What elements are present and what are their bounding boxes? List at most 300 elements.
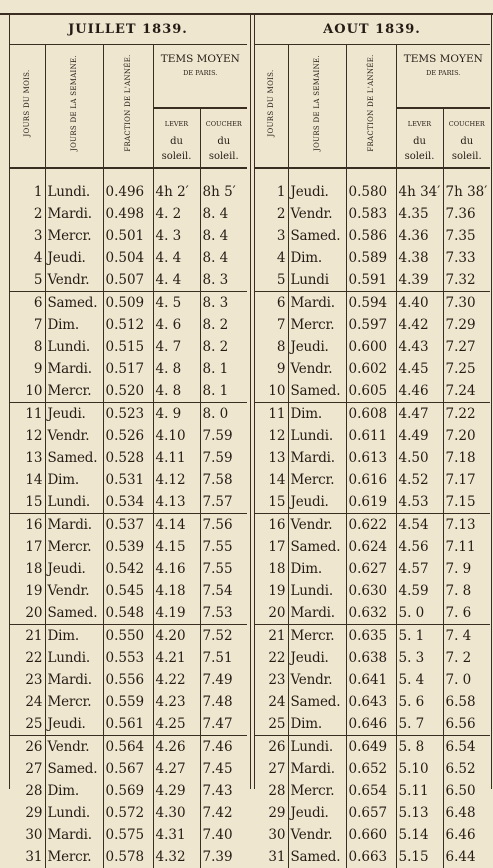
year-fraction: 0.528: [103, 447, 153, 469]
day-group: [254, 292, 490, 403]
month-title: JUILLET 1839.: [9, 14, 247, 45]
year-fraction: 0.572: [103, 802, 153, 824]
sunrise-time: 4.50: [396, 447, 443, 469]
day-number: 11: [9, 403, 45, 426]
table-row: [9, 292, 247, 315]
table-row: [9, 824, 247, 846]
table-row: [9, 358, 247, 380]
weekday: Dim.: [45, 314, 103, 336]
weekday: Lundi.: [45, 491, 103, 514]
sunrise-time: 4.32: [153, 846, 200, 868]
day-number: 17: [9, 536, 45, 558]
table-row: [254, 425, 490, 447]
sunrise-time: 5.13: [396, 802, 443, 824]
day-number: 6: [254, 292, 288, 315]
day-number: 3: [254, 225, 288, 247]
weekday: Vendr.: [288, 514, 346, 537]
sunset-time: 7.24: [443, 380, 490, 403]
weekday: Dim.: [45, 780, 103, 802]
sunrise-time: 4. 8: [153, 358, 200, 380]
table-row: [254, 514, 490, 537]
year-fraction: 0.569: [103, 780, 153, 802]
year-fraction: 0.556: [103, 669, 153, 691]
weekday: Mercr.: [288, 469, 346, 491]
table-row: [9, 713, 247, 736]
table-row: [254, 358, 490, 380]
year-fraction: 0.643: [346, 691, 396, 713]
year-fraction: 0.515: [103, 336, 153, 358]
day-number: 20: [254, 602, 288, 625]
sunset-time: 7. 0: [443, 669, 490, 691]
day-number: 24: [254, 691, 288, 713]
table-row: [254, 447, 490, 469]
day-group: [254, 181, 490, 292]
day-number: 12: [9, 425, 45, 447]
year-fraction: 0.496: [103, 181, 153, 203]
sunrise-time: 5. 0: [396, 602, 443, 625]
day-number: 23: [9, 669, 45, 691]
year-fraction: 0.523: [103, 403, 153, 426]
day-group: [254, 514, 490, 625]
sunrise-time: 4.14: [153, 514, 200, 537]
sunset-time: 6.48: [443, 802, 490, 824]
sunrise-time: 5.11: [396, 780, 443, 802]
sunrise-time: 4.12: [153, 469, 200, 491]
year-fraction: 0.602: [346, 358, 396, 380]
year-fraction: 0.635: [346, 625, 396, 648]
year-fraction: 0.583: [346, 203, 396, 225]
year-fraction: 0.616: [346, 469, 396, 491]
sunset-time: 7.32: [443, 269, 490, 292]
year-fraction: 0.517: [103, 358, 153, 380]
sunrise-time: 4.56: [396, 536, 443, 558]
col-header-coucher: COUCHER du soleil.: [200, 108, 247, 168]
weekday: Mercr.: [45, 536, 103, 558]
table-row: [9, 647, 247, 669]
table-row: [9, 491, 247, 514]
year-fraction: 0.498: [103, 203, 153, 225]
weekday: Vendr.: [288, 669, 346, 691]
table-row: [254, 292, 490, 315]
sunrise-time: 4.45: [396, 358, 443, 380]
day-group: [9, 403, 247, 514]
year-fraction: 0.537: [103, 514, 153, 537]
day-number: 1: [254, 181, 288, 203]
sunrise-time: 4.10: [153, 425, 200, 447]
weekday: Samed.: [45, 447, 103, 469]
table-row: [9, 447, 247, 469]
day-number: 28: [254, 780, 288, 802]
sunrise-time: 4.49: [396, 425, 443, 447]
col-header-coucher: COUCHER du soleil.: [443, 108, 490, 168]
table-row: [254, 403, 490, 426]
weekday: Mercr.: [288, 314, 346, 336]
sunrise-time: 4. 4: [153, 247, 200, 269]
table-row: [254, 669, 490, 691]
day-number: 30: [254, 824, 288, 846]
day-group: [254, 625, 490, 736]
table-row: [9, 247, 247, 269]
year-fraction: 0.504: [103, 247, 153, 269]
day-number: 2: [254, 203, 288, 225]
weekday: Dim.: [45, 625, 103, 648]
year-fraction: 0.591: [346, 269, 396, 292]
table-row: [9, 691, 247, 713]
sunset-time: 7.54: [200, 580, 247, 602]
weekday: Mercr.: [288, 625, 346, 648]
weekday: Dim.: [45, 469, 103, 491]
sunrise-time: 4.54: [396, 514, 443, 537]
table-row: [254, 181, 490, 203]
day-group: [254, 403, 490, 514]
sunset-time: 7.42: [200, 802, 247, 824]
weekday: Mardi.: [45, 358, 103, 380]
weekday: Mardi.: [288, 758, 346, 780]
table-row: [9, 846, 247, 868]
day-number: 16: [9, 514, 45, 537]
sunrise-time: 5. 6: [396, 691, 443, 713]
day-number: 9: [9, 358, 45, 380]
table-row: [9, 181, 247, 203]
sunset-time: 6.56: [443, 713, 490, 736]
day-number: 21: [254, 625, 288, 648]
weekday: Samed.: [45, 602, 103, 625]
weekday: Lundi.: [288, 425, 346, 447]
year-fraction: 0.526: [103, 425, 153, 447]
sunset-time: 7.22: [443, 403, 490, 426]
month-title: AOUT 1839.: [254, 14, 490, 45]
weekday: Jeudi.: [45, 713, 103, 736]
year-fraction: 0.553: [103, 647, 153, 669]
table-row: [9, 736, 247, 759]
sunset-time: 7.55: [200, 558, 247, 580]
table-row: [9, 269, 247, 292]
weekday: Mardi.: [45, 824, 103, 846]
day-group: [254, 736, 490, 868]
table-row: [254, 736, 490, 759]
year-fraction: 0.507: [103, 269, 153, 292]
table-row: [9, 780, 247, 802]
month-table-aout: [254, 13, 490, 868]
table-row: [254, 558, 490, 580]
sunset-time: 7.13: [443, 514, 490, 537]
sunrise-time: 4.59: [396, 580, 443, 602]
sunrise-time: 4.40: [396, 292, 443, 315]
table-row: [254, 469, 490, 491]
day-number: 15: [254, 491, 288, 514]
day-number: 15: [9, 491, 45, 514]
sunrise-time: 4.13: [153, 491, 200, 514]
year-fraction: 0.531: [103, 469, 153, 491]
year-fraction: 0.608: [346, 403, 396, 426]
sunrise-time: 4.31: [153, 824, 200, 846]
sunset-time: 7.36: [443, 203, 490, 225]
sunset-time: 6.50: [443, 780, 490, 802]
sunrise-time: 4.27: [153, 758, 200, 780]
weekday: Vendr.: [45, 580, 103, 602]
sunrise-time: 4.11: [153, 447, 200, 469]
sunset-time: 7.57: [200, 491, 247, 514]
sunrise-time: 5. 3: [396, 647, 443, 669]
year-fraction: 0.605: [346, 380, 396, 403]
table-row: [9, 203, 247, 225]
weekday: Mardi.: [288, 447, 346, 469]
day-number: 7: [9, 314, 45, 336]
year-fraction: 0.589: [346, 247, 396, 269]
sunset-time: 7.58: [200, 469, 247, 491]
table-row: [254, 713, 490, 736]
sunset-time: 7. 8: [443, 580, 490, 602]
table-row: [254, 225, 490, 247]
day-number: 25: [9, 713, 45, 736]
day-number: 3: [9, 225, 45, 247]
day-group: [9, 292, 247, 403]
weekday: Mercr.: [45, 225, 103, 247]
sunset-time: 8. 1: [200, 380, 247, 403]
table-row: [9, 314, 247, 336]
sunrise-time: 4.53: [396, 491, 443, 514]
weekday: Vendr.: [288, 824, 346, 846]
table-row: [9, 580, 247, 602]
sunset-time: 7.29: [443, 314, 490, 336]
sunrise-time: 4.26: [153, 736, 200, 759]
weekday: Vendr.: [45, 736, 103, 759]
day-number: 22: [254, 647, 288, 669]
day-number: 7: [254, 314, 288, 336]
sunset-time: 6.58: [443, 691, 490, 713]
sunrise-time: 5. 1: [396, 625, 443, 648]
year-fraction: 0.641: [346, 669, 396, 691]
sunrise-time: 4.29: [153, 780, 200, 802]
year-fraction: 0.520: [103, 380, 153, 403]
year-fraction: 0.534: [103, 491, 153, 514]
day-number: 12: [254, 425, 288, 447]
day-number: 5: [9, 269, 45, 292]
sunset-time: 7.51: [200, 647, 247, 669]
day-number: 31: [254, 846, 288, 868]
sunset-time: 7.45: [200, 758, 247, 780]
sunset-time: 7.35: [443, 225, 490, 247]
weekday: Lundi.: [45, 181, 103, 203]
weekday: Samed.: [288, 691, 346, 713]
sunset-time: 7. 2: [443, 647, 490, 669]
sunset-time: 7.33: [443, 247, 490, 269]
year-fraction: 0.561: [103, 713, 153, 736]
year-fraction: 0.594: [346, 292, 396, 315]
day-number: 10: [254, 380, 288, 403]
month-table-juillet: [9, 13, 247, 868]
sunrise-time: 4.22: [153, 669, 200, 691]
sunrise-time: 4h 2′: [153, 181, 200, 203]
day-group: [9, 181, 247, 292]
day-number: 13: [254, 447, 288, 469]
weekday: Mercr.: [288, 780, 346, 802]
weekday: Mercr.: [45, 380, 103, 403]
weekday: Dim.: [288, 247, 346, 269]
sunset-time: 7. 9: [443, 558, 490, 580]
year-fraction: 0.550: [103, 625, 153, 648]
day-number: 14: [254, 469, 288, 491]
table-row: [9, 558, 247, 580]
sunrise-time: 4.39: [396, 269, 443, 292]
day-number: 5: [254, 269, 288, 292]
table-row: [254, 602, 490, 625]
table-row: [9, 425, 247, 447]
day-number: 8: [9, 336, 45, 358]
year-fraction: 0.624: [346, 536, 396, 558]
sunrise-time: 4.38: [396, 247, 443, 269]
sunset-time: 7. 6: [443, 602, 490, 625]
sunset-time: 6.46: [443, 824, 490, 846]
sunrise-time: 4. 4: [153, 269, 200, 292]
sunset-time: 7h 38′: [443, 181, 490, 203]
table-row: [254, 336, 490, 358]
day-number: 22: [9, 647, 45, 669]
day-number: 9: [254, 358, 288, 380]
weekday: Vendr.: [288, 358, 346, 380]
sunrise-time: 4.52: [396, 469, 443, 491]
year-fraction: 0.649: [346, 736, 396, 759]
day-number: 29: [9, 802, 45, 824]
year-fraction: 0.559: [103, 691, 153, 713]
col-header-day: JOURS DU MOIS.: [254, 45, 288, 169]
sunrise-time: 5.15: [396, 846, 443, 868]
table-row: [9, 625, 247, 648]
sunrise-time: 4.46: [396, 380, 443, 403]
table-row: [254, 491, 490, 514]
sunset-time: 6.54: [443, 736, 490, 759]
year-fraction: 0.646: [346, 713, 396, 736]
col-header-fraction: FRACTION DE L'ANNÉE.: [346, 45, 396, 169]
sunset-time: 7.48: [200, 691, 247, 713]
table-row: [9, 380, 247, 403]
sunrise-time: 4. 3: [153, 225, 200, 247]
sunset-time: 7.30: [443, 292, 490, 315]
day-number: 25: [254, 713, 288, 736]
sunrise-time: 4.35: [396, 203, 443, 225]
year-fraction: 0.663: [346, 846, 396, 868]
sunset-time: 7.18: [443, 447, 490, 469]
weekday: Mardi.: [45, 514, 103, 537]
year-fraction: 0.630: [346, 580, 396, 602]
weekday: Samed.: [45, 292, 103, 315]
weekday: Jeudi.: [288, 336, 346, 358]
sunset-time: 7.55: [200, 536, 247, 558]
sunrise-time: 4h 34′: [396, 181, 443, 203]
day-group: [9, 514, 247, 625]
sunset-time: 7.20: [443, 425, 490, 447]
weekday: Dim.: [288, 558, 346, 580]
day-number: 19: [254, 580, 288, 602]
sunset-time: 8. 4: [200, 247, 247, 269]
sunrise-time: 4.21: [153, 647, 200, 669]
year-fraction: 0.586: [346, 225, 396, 247]
day-number: 18: [9, 558, 45, 580]
weekday: Vendr.: [288, 203, 346, 225]
col-header-day: JOURS DU MOIS.: [9, 45, 45, 169]
sunset-time: 7.43: [200, 780, 247, 802]
day-number: 16: [254, 514, 288, 537]
day-number: 1: [9, 181, 45, 203]
sunrise-time: 4. 8: [153, 380, 200, 403]
day-number: 24: [9, 691, 45, 713]
year-fraction: 0.575: [103, 824, 153, 846]
sunset-time: 6.52: [443, 758, 490, 780]
weekday: Mardi.: [288, 602, 346, 625]
year-fraction: 0.578: [103, 846, 153, 868]
weekday: Lundi.: [45, 336, 103, 358]
year-fraction: 0.627: [346, 558, 396, 580]
table-row: [254, 625, 490, 648]
table-row: [254, 269, 490, 292]
table-row: [254, 802, 490, 824]
sunrise-time: 4.20: [153, 625, 200, 648]
weekday: Mardi.: [45, 669, 103, 691]
weekday: Jeudi.: [45, 247, 103, 269]
sunrise-time: 4. 5: [153, 292, 200, 315]
weekday: Mardi.: [45, 203, 103, 225]
sunset-time: 7.27: [443, 336, 490, 358]
day-number: 11: [254, 403, 288, 426]
table-row: [254, 758, 490, 780]
col-header-weekday: JOURS DE LA SEMAINE.: [288, 45, 346, 169]
table-row: [9, 602, 247, 625]
day-number: 31: [9, 846, 45, 868]
sunrise-time: 5.10: [396, 758, 443, 780]
year-fraction: 0.632: [346, 602, 396, 625]
weekday: Lundi.: [288, 736, 346, 759]
year-fraction: 0.539: [103, 536, 153, 558]
table-row: [254, 314, 490, 336]
day-number: 18: [254, 558, 288, 580]
day-number: 26: [254, 736, 288, 759]
table-row: [254, 247, 490, 269]
year-fraction: 0.512: [103, 314, 153, 336]
table-row: [254, 536, 490, 558]
day-group: [9, 736, 247, 868]
day-number: 27: [254, 758, 288, 780]
sunrise-time: 4. 7: [153, 336, 200, 358]
day-number: 30: [9, 824, 45, 846]
weekday: Dim.: [288, 713, 346, 736]
day-number: 6: [9, 292, 45, 315]
year-fraction: 0.652: [346, 758, 396, 780]
weekday: Samed.: [288, 536, 346, 558]
year-fraction: 0.619: [346, 491, 396, 514]
sunrise-time: 4.57: [396, 558, 443, 580]
day-number: 4: [254, 247, 288, 269]
sunset-time: 7.59: [200, 447, 247, 469]
sunrise-time: 4. 9: [153, 403, 200, 426]
table-row: [254, 824, 490, 846]
table-row: [254, 691, 490, 713]
day-number: 27: [9, 758, 45, 780]
sunset-time: 7.56: [200, 514, 247, 537]
sunset-time: 7.53: [200, 602, 247, 625]
table-row: [9, 514, 247, 537]
sunrise-time: 4.47: [396, 403, 443, 426]
year-fraction: 0.622: [346, 514, 396, 537]
year-fraction: 0.597: [346, 314, 396, 336]
sunset-time: 8. 4: [200, 203, 247, 225]
sunset-time: 7.47: [200, 713, 247, 736]
year-fraction: 0.611: [346, 425, 396, 447]
table-row: [9, 225, 247, 247]
sunset-time: 8. 4: [200, 225, 247, 247]
sunrise-time: 4.25: [153, 713, 200, 736]
sunset-time: 7.49: [200, 669, 247, 691]
weekday: Jeudi.: [288, 647, 346, 669]
